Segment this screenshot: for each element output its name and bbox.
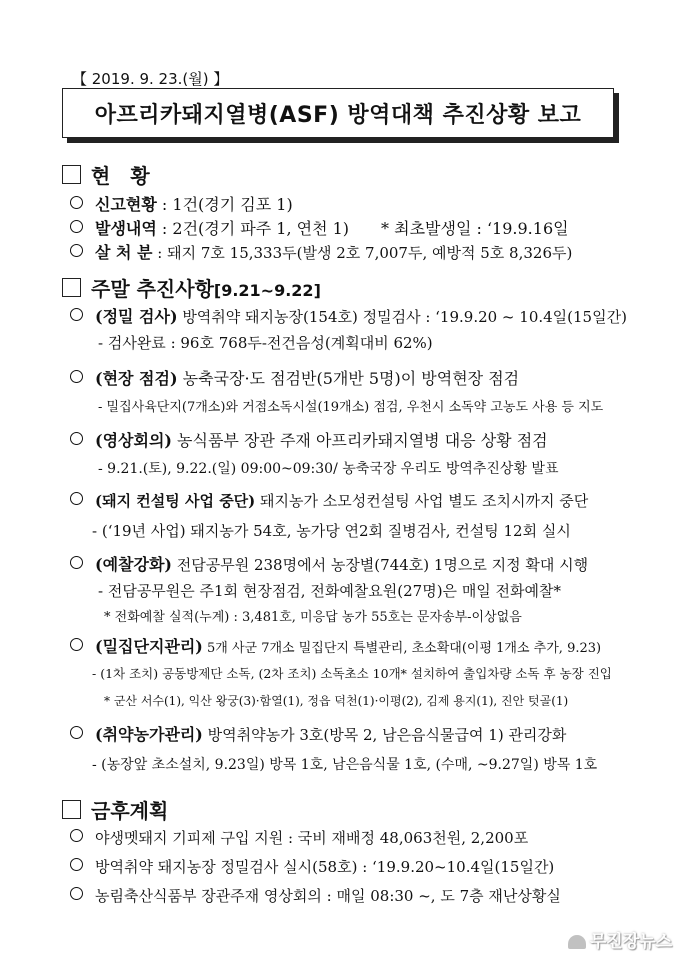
circle-bullet-icon — [70, 726, 83, 739]
document-title: 아프리카돼지열병(ASF) 방역대책 추진상황 보고 — [94, 102, 582, 128]
circle-bullet-icon — [70, 638, 83, 651]
weekend-item — [70, 428, 548, 451]
weekend-subitem: - (농장앞 초소설치, 9.23일) 방목 1호, 남은음식물 1호, (수매, ~9.27일) 방목 1호 — [92, 757, 598, 773]
item-text: 방역취약농가 3호(방목 2, 남은음식물급여 1) 관리강화 — [202, 726, 567, 744]
watermark-text: 무진장뉴스 — [589, 932, 672, 952]
weekend-item — [70, 722, 566, 745]
weekend-item — [70, 552, 588, 575]
section-plans-heading — [62, 795, 168, 824]
circle-bullet-icon — [70, 308, 83, 321]
weekend-subitem: - 검사완료 : 96호 768두-전건음성(계획대비 62%) — [98, 334, 433, 352]
circle-bullet-icon — [70, 829, 83, 842]
weekend-subitem: - 전담공무원은 주1회 현장점검, 전화예찰요원(27명)은 매일 전화예찰* — [98, 582, 562, 600]
circle-bullet-icon — [70, 432, 83, 445]
weekend-subitem: - (‘19년 사업) 돼지농가 54호, 농가당 연2회 질병검사, 컨설팅 12회 실시 — [92, 522, 571, 540]
weekend-item — [70, 366, 519, 389]
plans-item — [70, 885, 561, 906]
section-subtitle: [9.21~9.22] — [213, 281, 321, 300]
circle-bullet-icon — [70, 220, 83, 233]
weekend-subitem: - (1차 조치) 공동방제단 소독, (2차 조치) 소독초소 10개* 설치하여 출입차량 소독 후 농장 진입 — [92, 666, 612, 681]
weekend-subitem: - 9.21.(토), 9.22.(일) 09:00~09:30/ 농축국장 우리도 방역추진상황 발표 — [98, 461, 559, 477]
section-title: 현 황 — [91, 164, 150, 188]
checkbox-square-icon — [62, 800, 81, 819]
item-label: (정밀 검사) — [95, 307, 178, 326]
item-label: 발생내역 — [95, 219, 157, 238]
status-item — [70, 240, 572, 263]
weekend-item — [70, 304, 627, 327]
circle-bullet-icon — [70, 244, 83, 257]
item-text: : 1건(경기 김포 1) — [156, 195, 293, 214]
checkbox-square-icon — [62, 278, 81, 297]
item-text: : 2건(경기 파주 1, 연천 1) * 최초발생일 : ‘19.9.16일 — [156, 219, 569, 238]
circle-bullet-icon — [70, 858, 83, 871]
weekend-note: * 전화예찰 실적(누계) : 3,481호, 미응답 농가 55호는 문자송부-이상없음 — [104, 610, 522, 625]
section-weekend-heading — [62, 273, 321, 302]
status-item — [70, 192, 293, 215]
watermark — [568, 927, 672, 952]
weekend-subitem: - 밀집사육단지(7개소)와 거점소독시설(19개소) 점검, 우천시 소독약 고농도 사용 등 지도 — [98, 400, 604, 415]
item-text: 농식품부 장관 주재 아프리카돼지열병 대응 상황 점검 — [171, 431, 548, 450]
section-title: 금후계획 — [91, 799, 169, 823]
item-label: (영상회의) — [95, 431, 172, 450]
circle-bullet-icon — [70, 370, 83, 383]
report-date: 【 2019. 9. 23.(월) 】 — [72, 70, 229, 88]
item-label: (예찰강화) — [95, 555, 172, 574]
item-text: 전담공무원 238명에서 농장별(744호) 1명으로 지정 확대 시행 — [171, 556, 589, 574]
item-label: 신고현황 — [95, 195, 157, 214]
item-text: : 돼지 7호 15,333두(발생 2호 7,007두, 예방적 5호 8,326두) — [152, 244, 573, 262]
weekend-note: * 군산 서수(1), 익산 왕궁(3)·함열(1), 정읍 덕천(1)·이평(2), 김제 용지(1), 진안 텃골(1) — [104, 694, 569, 708]
item-label: (돼지 컨설팅 사업 중단) — [95, 492, 256, 510]
item-text: 방역취약 돼지농장 정밀검사 실시(58호) : ‘19.9.20~10.4일(15일간) — [95, 858, 555, 876]
item-text: 돼지농가 소모성컨설팅 사업 별도 조치시까지 중단 — [255, 492, 589, 510]
title-box — [62, 88, 614, 138]
circle-bullet-icon — [70, 196, 83, 209]
item-text: 방역취약 돼지농장(154호) 정밀검사 : ‘19.9.20 ~ 10.4일(15일간) — [177, 308, 627, 326]
checkbox-square-icon — [62, 165, 81, 184]
plans-item — [70, 827, 528, 848]
item-label: (현장 점검) — [95, 369, 178, 388]
weekend-item — [70, 490, 588, 511]
section-title: 주말 추진사항 — [91, 277, 214, 301]
weekend-item — [70, 634, 601, 657]
item-text: 농림축산식품부 장관주재 영상회의 : 매일 08:30 ~, 도 7층 재난상황실 — [95, 887, 561, 905]
circle-bullet-icon — [70, 556, 83, 569]
section-status-heading — [62, 160, 150, 189]
status-item — [70, 216, 569, 239]
item-text: 야생멧돼지 기피제 구입 지원 : 국비 재배정 48,063천원, 2,200포 — [95, 829, 529, 847]
item-label: (취약농가관리) — [95, 725, 203, 744]
item-label: (밀집단지관리) — [95, 637, 203, 656]
item-text: 농축국장·도 점검반(5개반 5명)이 방역현장 점검 — [177, 369, 520, 388]
plans-item — [70, 856, 554, 877]
circle-bullet-icon — [70, 887, 83, 900]
item-text: 5개 사군 7개소 밀집단지 특별관리, 초소확대(이평 1개소 추가, 9.23) — [202, 641, 602, 656]
logo-icon — [568, 935, 586, 949]
item-label: 살 처 분 — [95, 243, 153, 262]
circle-bullet-icon — [70, 492, 83, 505]
